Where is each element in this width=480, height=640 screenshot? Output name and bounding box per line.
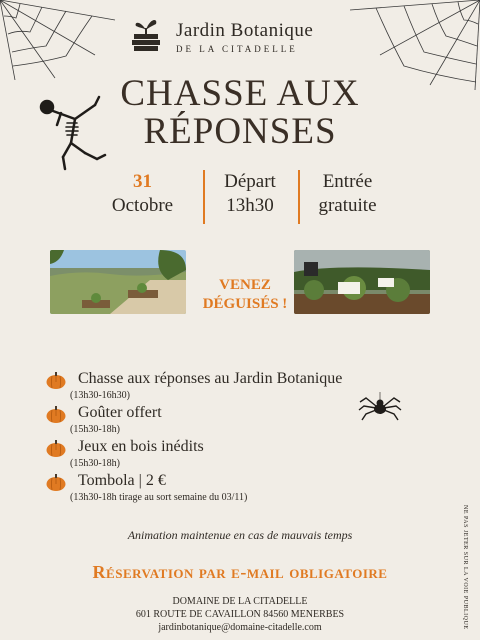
info-divider-2 xyxy=(298,170,300,224)
depart-label: Départ xyxy=(224,171,276,192)
costume-banner xyxy=(195,276,295,314)
brand-title: Jardin Botanique xyxy=(176,20,314,41)
weather-note: Animation maintenue en cas de mauvais temps xyxy=(127,528,353,542)
entry-value: gratuite xyxy=(318,195,377,216)
plant-logo-icon xyxy=(130,16,162,52)
garden-photo-right xyxy=(294,250,430,314)
date-month: Octobre xyxy=(111,195,174,216)
activity-time: (15h30-18h) xyxy=(70,424,120,435)
activity-label: Chasse aux réponses au Jardin Botanique xyxy=(78,370,343,387)
pumpkin-icon xyxy=(46,440,66,457)
costume-banner-line-2: DÉGUISÉS ! xyxy=(202,296,288,312)
date-day: 31 xyxy=(133,171,152,192)
activity-label: Tombola | 2 € xyxy=(78,472,166,489)
brand-subtitle: DE LA CITADELLE xyxy=(176,44,298,54)
footer-email: jardinbotanique@domaine-citadelle.com xyxy=(158,622,322,633)
activity-item xyxy=(46,438,426,472)
activity-time: (15h30-18h) xyxy=(70,458,120,469)
info-divider-1 xyxy=(203,170,205,224)
depart-time: 13h30 xyxy=(226,195,274,216)
reservation-text: Réservation par e-mail obligatoire xyxy=(92,562,388,582)
title-line-1: CHASSE AUX xyxy=(120,73,360,114)
info-depart xyxy=(210,170,290,226)
activity-item xyxy=(46,472,426,506)
costume-banner-line-1: VENEZ xyxy=(219,277,271,293)
activity-time: (13h30-16h30) xyxy=(70,390,130,401)
activity-label: Goûter offert xyxy=(78,404,162,421)
info-entry xyxy=(305,170,390,226)
pumpkin-icon xyxy=(46,406,66,423)
garden-photo-left xyxy=(50,250,186,314)
pumpkin-icon xyxy=(46,474,66,491)
info-date xyxy=(100,170,185,226)
activity-label: Jeux en bois inédits xyxy=(78,438,204,455)
footer-domain: DOMAINE DE LA CITADELLE xyxy=(172,596,308,607)
spider-icon xyxy=(358,392,402,422)
entry-label: Entrée xyxy=(322,171,373,192)
spiderweb-left-icon xyxy=(0,0,120,80)
pumpkin-icon xyxy=(46,372,66,389)
footer-address: 601 ROUTE DE CAVAILLON 84560 MENERBES xyxy=(135,609,345,620)
reservation-notice xyxy=(0,562,480,583)
side-disposal-note: NE PAS JETER SUR LA VOIE PUBLIQUE xyxy=(462,505,468,630)
activity-time: (13h30-18h tirage au sort semaine du 03/11) xyxy=(70,492,248,503)
title-line-2: RÉPONSES xyxy=(143,111,337,152)
